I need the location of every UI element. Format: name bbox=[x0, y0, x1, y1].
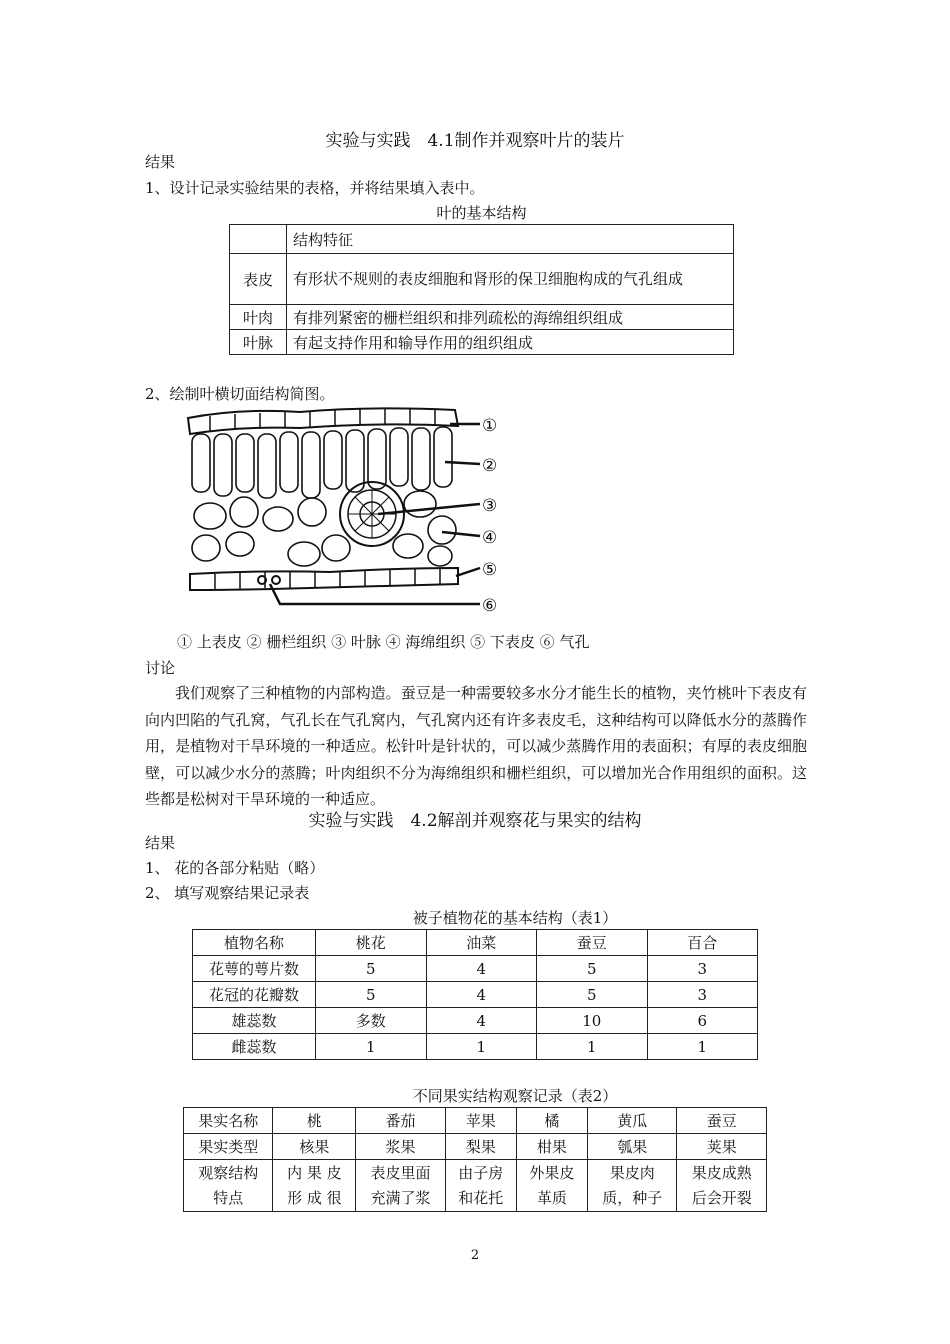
table-row bbox=[193, 956, 758, 982]
diagram-legend: ① 上表皮 ② 栅栏组织 ③ 叶脉 ④ 海绵组织 ⑤ 下表皮 ⑥ 气孔 bbox=[177, 633, 590, 651]
leaf-cross-section-diagram bbox=[180, 404, 520, 620]
cell-line: 和花托 bbox=[458, 1188, 504, 1207]
result-heading-2: 结果 bbox=[145, 834, 176, 852]
table-cell: 雄蕊数 bbox=[193, 1008, 316, 1034]
cell-line: 果皮肉 bbox=[609, 1163, 655, 1182]
instruction-1: 1、设计记录实验结果的表格，并将结果填入表中。 bbox=[145, 179, 485, 197]
label-6: ⑥ bbox=[482, 596, 498, 616]
table-cell: 多数 bbox=[316, 1008, 427, 1034]
table-cell: 1 bbox=[316, 1034, 427, 1060]
table-cell: 4 bbox=[426, 956, 537, 982]
flower-table-caption: 被子植物花的基本结构（表1） bbox=[412, 909, 618, 927]
cell-line: 外果皮 bbox=[529, 1163, 575, 1182]
table-cell: 5 bbox=[316, 956, 427, 982]
table-row bbox=[230, 225, 734, 254]
label-5: ⑤ bbox=[482, 560, 498, 580]
table-cell bbox=[445, 1160, 516, 1212]
table-cell: 雌蕊数 bbox=[193, 1034, 316, 1060]
table-row bbox=[193, 982, 758, 1008]
table-cell: 果实类型 bbox=[184, 1134, 273, 1160]
leaf-structure-table bbox=[229, 224, 734, 355]
table-cell: 1 bbox=[537, 1034, 648, 1060]
table-cell: 果实名称 bbox=[184, 1108, 273, 1134]
table-row bbox=[184, 1160, 767, 1212]
instruction-3: 1、 花的各部分粘贴（略） bbox=[145, 859, 325, 877]
table-cell: 浆果 bbox=[356, 1134, 445, 1160]
table-cell: 4 bbox=[426, 982, 537, 1008]
table-cell bbox=[184, 1160, 273, 1212]
table-cell bbox=[273, 1160, 356, 1212]
table-row bbox=[193, 1008, 758, 1034]
table-cell: 百合 bbox=[647, 930, 758, 956]
cell-line: 观察结构 bbox=[198, 1163, 259, 1182]
fruit-table-caption: 不同果实结构观察记录（表2） bbox=[412, 1087, 618, 1105]
upper-epidermis bbox=[188, 408, 458, 434]
cell-line: 质，种子 bbox=[602, 1188, 663, 1207]
table-cell: 6 bbox=[647, 1008, 758, 1034]
table-cell: 瓠果 bbox=[587, 1134, 676, 1160]
table-cell: 桃花 bbox=[316, 930, 427, 956]
table-cell bbox=[516, 1160, 587, 1212]
table-cell: 5 bbox=[537, 982, 648, 1008]
table-cell: 油菜 bbox=[426, 930, 537, 956]
section2-title: 实验与实践 4.2解剖并观察花与果实的结构 bbox=[308, 811, 642, 831]
table-cell: 梨果 bbox=[445, 1134, 516, 1160]
table-cell: 3 bbox=[647, 982, 758, 1008]
instruction-4: 2、 填写观察结果记录表 bbox=[145, 884, 310, 902]
table-cell bbox=[356, 1160, 445, 1212]
table-cell: 核果 bbox=[273, 1134, 356, 1160]
cell-line: 特点 bbox=[213, 1188, 244, 1207]
table-cell: 叶脉 bbox=[230, 330, 287, 355]
lower-epidermis bbox=[190, 568, 458, 590]
table-cell: 番茄 bbox=[356, 1108, 445, 1134]
cell-line: 形 成 很 bbox=[287, 1188, 342, 1207]
table-cell: 有形状不规则的表皮细胞和肾形的保卫细胞构成的气孔组成 bbox=[287, 254, 734, 305]
table-cell: 3 bbox=[647, 956, 758, 982]
table-cell: 柑果 bbox=[516, 1134, 587, 1160]
table-cell: 蚕豆 bbox=[677, 1108, 767, 1134]
table-row bbox=[193, 930, 758, 956]
cell-line: 果皮成熟 bbox=[691, 1163, 752, 1182]
cell-line: 后会开裂 bbox=[691, 1188, 752, 1207]
result-heading: 结果 bbox=[145, 153, 176, 171]
cell-line: 由子房 bbox=[458, 1163, 504, 1182]
table-row bbox=[193, 1034, 758, 1060]
table-cell: 有起支持作用和输导作用的组织组成 bbox=[287, 330, 734, 355]
section1-title: 实验与实践 4.1制作并观察叶片的装片 bbox=[325, 131, 625, 151]
table-cell: 1 bbox=[647, 1034, 758, 1060]
table-cell bbox=[587, 1160, 676, 1212]
table-cell: 橘 bbox=[516, 1108, 587, 1134]
cell-line: 表皮里面 bbox=[370, 1163, 431, 1182]
table-cell: 4 bbox=[426, 1008, 537, 1034]
table-row bbox=[230, 254, 734, 305]
label-1: ① bbox=[482, 416, 498, 436]
table-cell: 花冠的花瓣数 bbox=[193, 982, 316, 1008]
flower-structure-table bbox=[192, 929, 758, 1060]
table-cell: 荚果 bbox=[677, 1134, 767, 1160]
table-cell: 植物名称 bbox=[193, 930, 316, 956]
table-cell bbox=[230, 225, 287, 254]
table-cell: 10 bbox=[537, 1008, 648, 1034]
palisade-tissue bbox=[192, 427, 452, 498]
table-cell: 5 bbox=[537, 956, 648, 982]
label-4: ④ bbox=[482, 528, 498, 548]
table-cell bbox=[677, 1160, 767, 1212]
cell-line: 革质 bbox=[536, 1188, 567, 1207]
table-cell: 叶肉 bbox=[230, 305, 287, 330]
discussion-heading: 讨论 bbox=[145, 659, 176, 677]
table-cell: 花萼的萼片数 bbox=[193, 956, 316, 982]
table-row bbox=[230, 330, 734, 355]
table-row bbox=[184, 1108, 767, 1134]
table-row bbox=[230, 305, 734, 330]
discussion-paragraph: 我们观察了三种植物的内部构造。蚕豆是一种需要较多水分才能生长的植物，夹竹桃叶下表皮有向内凹陷的气孔窝，气孔长在气孔窝内，气孔窝内还有许多表皮毛，这种结构可以降低水分的蒸腾作用，是植物对干旱环境的一种适应。松针叶是针状的，可以减少蒸腾作用的表面积；有厚的表皮细胞壁，可以减少水分的蒸腾；叶肉组织不分为海绵组织和栅栏组织，可以增加光合作用组织的面积。这些都是松树对干旱环境的一种适应。 bbox=[145, 684, 807, 809]
cell-line: 充满了浆 bbox=[370, 1188, 431, 1207]
table-cell: 有排列紧密的栅栏组织和排列疏松的海绵组织组成 bbox=[287, 305, 734, 330]
spongy-tissue bbox=[192, 491, 456, 566]
leaf-table-caption: 叶的基本结构 bbox=[436, 204, 527, 222]
page-number: 2 bbox=[470, 1248, 480, 1263]
table-cell: 桃 bbox=[273, 1108, 356, 1134]
table-cell: 结构特征 bbox=[287, 225, 734, 254]
table-cell: 黄瓜 bbox=[587, 1108, 676, 1134]
fruit-structure-table bbox=[183, 1107, 767, 1212]
table-cell: 5 bbox=[316, 982, 427, 1008]
instruction-2: 2、绘制叶横切面结构简图。 bbox=[145, 385, 335, 403]
table-cell: 苹果 bbox=[445, 1108, 516, 1134]
label-2: ② bbox=[482, 456, 498, 476]
cell-line: 内 果 皮 bbox=[287, 1163, 342, 1182]
table-cell: 蚕豆 bbox=[537, 930, 648, 956]
leaf-vein bbox=[340, 482, 404, 546]
label-3: ③ bbox=[482, 496, 498, 516]
table-cell: 1 bbox=[426, 1034, 537, 1060]
table-row bbox=[184, 1134, 767, 1160]
table-cell: 表皮 bbox=[230, 254, 287, 305]
